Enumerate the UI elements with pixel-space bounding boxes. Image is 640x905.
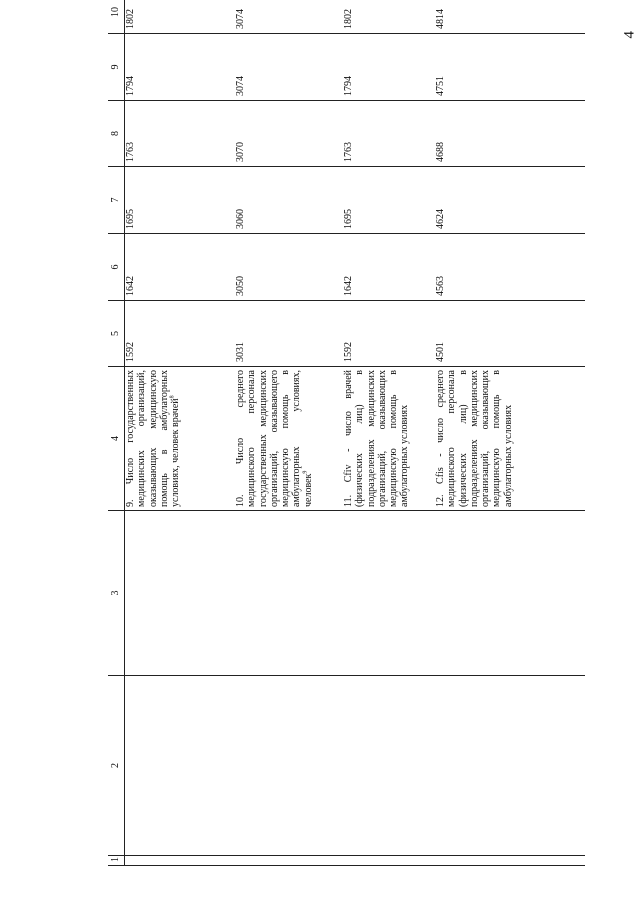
header-row — [108, 0, 125, 866]
header-cell: 10 — [108, 0, 125, 34]
value-cell: 1592 — [125, 301, 236, 367]
value-cell: 4501 — [435, 301, 585, 367]
value-cell: 3074 — [235, 0, 343, 34]
value-cell: 4563 — [435, 234, 585, 301]
table-cell — [343, 676, 435, 856]
value-cell: 1763 — [343, 101, 435, 167]
table-row — [435, 0, 585, 866]
value-cell: 1763 — [125, 101, 236, 167]
value-cell: 3070 — [235, 101, 343, 167]
value-cell: 1592 — [343, 301, 435, 367]
page-number-text: 4 — [621, 31, 638, 39]
indicator-cell — [435, 367, 585, 511]
indicator-text: 12. Cfis - число среднего медицинского персонала (физических лиц) в подразделениях медицинских организаций, оказывающих медицинскую помощь в амбулаторных условиях — [435, 370, 514, 507]
table-cell — [343, 511, 435, 676]
header-cell: 6 — [108, 234, 125, 301]
value-cell: 1802 — [125, 0, 236, 34]
table-row — [343, 0, 435, 866]
value-cell: 1794 — [343, 34, 435, 101]
indicator-extra: врачей — [170, 398, 182, 427]
value-cell: 1794 — [125, 34, 236, 101]
header-cell: 1 — [108, 856, 125, 866]
header-cell: 7 — [108, 167, 125, 234]
table-cell — [125, 511, 236, 676]
table-cell — [235, 511, 343, 676]
value-cell: 4688 — [435, 101, 585, 167]
header-cell: 3 — [108, 511, 125, 676]
value-cell: 1642 — [125, 234, 236, 301]
table-cell — [435, 511, 585, 676]
header-cell: 4 — [108, 367, 125, 511]
indicator-cell — [343, 367, 435, 511]
table-cell — [235, 856, 343, 866]
rotated-table-container — [108, 7, 628, 866]
indicator-cell — [125, 367, 236, 511]
table-cell — [435, 676, 585, 856]
indicator-cell — [235, 367, 343, 511]
footnote-mark: 9 — [302, 470, 309, 474]
header-cell: 9 — [108, 34, 125, 101]
header-cell: 2 — [108, 676, 125, 856]
table-row — [125, 0, 236, 866]
table-cell — [235, 676, 343, 856]
value-cell: 3074 — [235, 34, 343, 101]
value-cell: 1695 — [125, 167, 236, 234]
footnote-mark: 8 — [169, 395, 176, 399]
table-cell — [125, 856, 236, 866]
value-cell: 3031 — [235, 301, 343, 367]
value-cell: 4624 — [435, 167, 585, 234]
table-cell — [343, 856, 435, 866]
indicator-text: 9. Число государственных медицинских организаций, оказывающих медицинскую помощь в амбулаторных условиях, человек — [125, 370, 182, 507]
indicator-table — [108, 0, 585, 866]
value-cell: 4814 — [435, 0, 585, 34]
value-cell: 1695 — [343, 167, 435, 234]
indicator-text: 11. Cfiv - число врачей (физических лиц) в подразделениях медицинских организаций, оказывающих медицинскую помощь в амбулаторных условиях — [343, 370, 411, 507]
table-cell — [125, 676, 236, 856]
value-cell: 1642 — [343, 234, 435, 301]
header-cell: 5 — [108, 301, 125, 367]
value-cell: 1802 — [343, 0, 435, 34]
table-row — [235, 0, 343, 866]
value-cell: 3060 — [235, 167, 343, 234]
value-cell: 3050 — [235, 234, 343, 301]
indicator-text: 10. Число среднего медицинского персонала государственных медицинских организаций, оказывающего медицинскую помощь в амбулаторных условиях, человек — [235, 370, 314, 507]
value-cell: 4751 — [435, 34, 585, 101]
header-cell: 8 — [108, 101, 125, 167]
table-cell — [435, 856, 585, 866]
